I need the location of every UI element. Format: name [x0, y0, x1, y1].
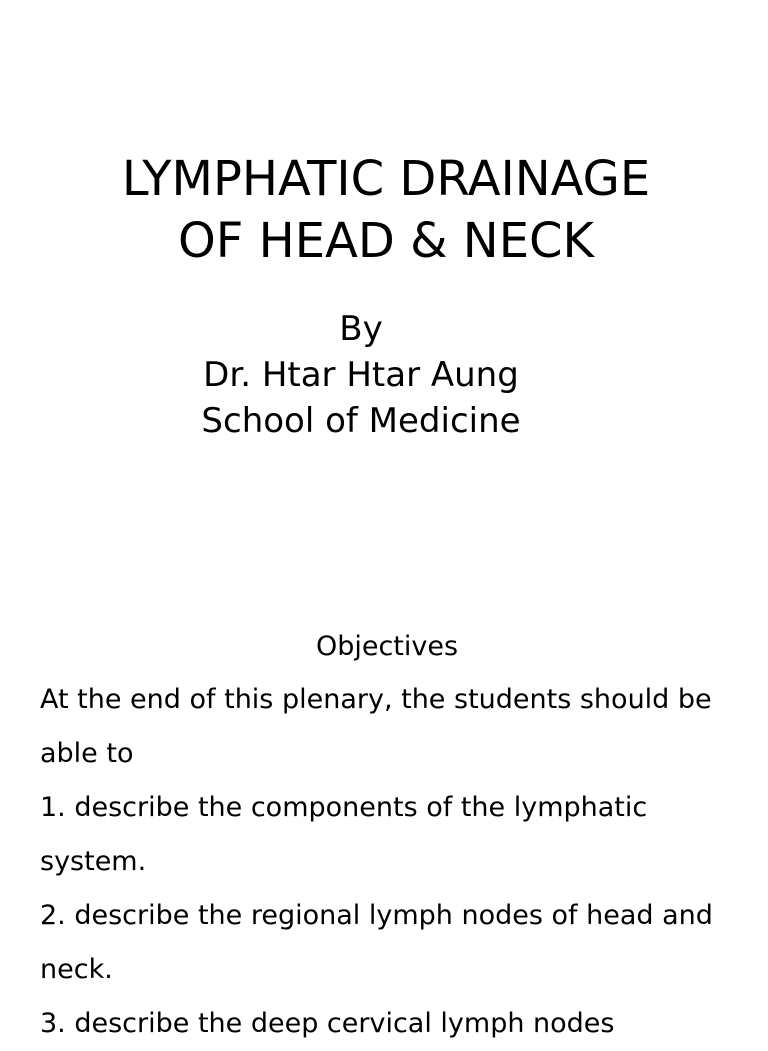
- by-label: By: [339, 309, 383, 349]
- slide-title-line-1: LYMPHATIC DRAINAGE: [121, 151, 651, 207]
- author-name: Dr. Htar Htar Aung: [203, 355, 519, 395]
- objectives-body: [40, 673, 760, 1051]
- slide-title: [0, 148, 768, 272]
- objective-item: 3. describe the deep cervical lymph nodes: [40, 1008, 615, 1039]
- objective-item: 2. describe the regional lymph nodes of head and neck.: [40, 900, 713, 985]
- author-block: [0, 306, 722, 444]
- institution-name: School of Medicine: [201, 401, 521, 441]
- objective-item: 1. describe the components of the lymphatic system.: [40, 792, 648, 877]
- slide-title-line-2: OF HEAD & NECK: [177, 213, 595, 269]
- objectives-intro: At the end of this plenary, the students should be able to: [40, 684, 712, 769]
- objectives-heading: Objectives: [315, 631, 459, 662]
